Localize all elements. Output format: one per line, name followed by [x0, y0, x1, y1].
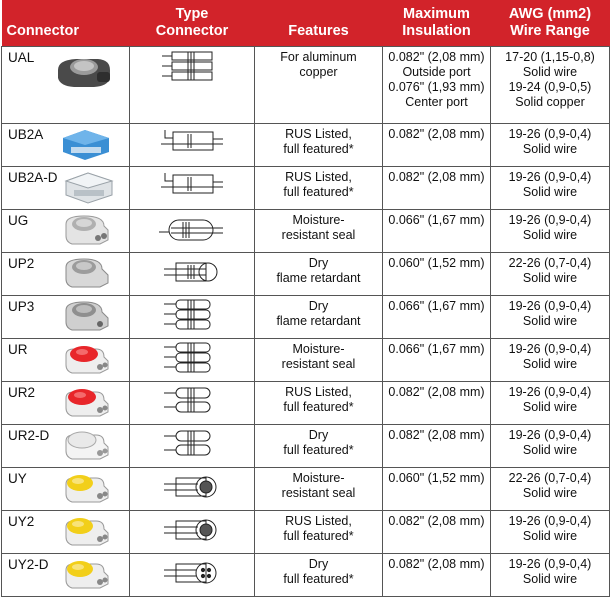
type-cell: [130, 424, 255, 467]
connector-cell: [2, 424, 130, 467]
connector-name: UY2-D: [8, 556, 49, 572]
insulation-cell: 0.082" (2,08 mm): [383, 510, 491, 553]
features-cell: RUS Listed, full featured*: [255, 510, 383, 553]
header-features: Features: [288, 22, 349, 39]
awg-cell: 19-26 (0,9-0,4) Solid wire: [491, 338, 610, 381]
type-cell: [130, 295, 255, 338]
features-cell: Moisture- resistant seal: [255, 467, 383, 510]
table-row: [2, 46, 610, 123]
ub2a-d-connector-photo: [60, 171, 116, 205]
type-cell: [130, 553, 255, 596]
header-max-insulation: Maximum Insulation: [402, 5, 471, 39]
type-cell: [130, 252, 255, 295]
table-row: [2, 209, 610, 252]
table-row: [2, 295, 610, 338]
connector-name: UAL: [8, 49, 35, 65]
connector-cell: [2, 166, 130, 209]
up3-type-diagram: [162, 298, 222, 332]
table-row: [2, 338, 610, 381]
features-cell: Dry full featured*: [255, 424, 383, 467]
insulation-cell: 0.082" (2,08 mm): [383, 123, 491, 166]
table-row: [2, 467, 610, 510]
connector-name: UY2: [8, 513, 35, 529]
ur2-connector-photo: [60, 386, 112, 420]
awg-cell: 19-26 (0,9-0,4) Solid wire: [491, 166, 610, 209]
connector-cell: [2, 252, 130, 295]
up2-connector-photo: [60, 257, 112, 291]
awg-cell: 22-26 (0,7-0,4) Solid wire: [491, 252, 610, 295]
connector-cell: [2, 338, 130, 381]
ub2a-connector-photo: [57, 128, 113, 162]
header-awg: AWG (mm2) Wire Range: [508, 5, 592, 39]
features-cell: Dry full featured*: [255, 553, 383, 596]
ub2a-d-type-diagram: [157, 169, 227, 203]
type-cell: [130, 46, 255, 123]
connector-cell: [2, 123, 130, 166]
connector-cell: [2, 510, 130, 553]
table-row: [2, 123, 610, 166]
awg-cell: 19-26 (0,9-0,4) Solid wire: [491, 424, 610, 467]
features-cell: RUS Listed, full featured*: [255, 381, 383, 424]
table-row: [2, 166, 610, 209]
connector-spec-table: [1, 0, 610, 597]
connector-cell: [2, 381, 130, 424]
connector-cell: [2, 209, 130, 252]
type-cell: [130, 510, 255, 553]
ug-type-diagram: [157, 212, 227, 246]
uy2-d-type-diagram: [162, 556, 222, 590]
uy2-connector-photo: [60, 515, 112, 549]
connector-cell: [2, 553, 130, 596]
header-type-connector: Type Connector: [155, 5, 229, 39]
insulation-cell: 0.082" (2,08 mm): [383, 381, 491, 424]
insulation-cell: 0.066" (1,67 mm): [383, 295, 491, 338]
table-row: [2, 553, 610, 596]
type-cell: [130, 166, 255, 209]
ual-type-diagram: [162, 49, 222, 83]
connector-name: UR2: [8, 384, 36, 400]
features-cell: Dry flame retardant: [255, 252, 383, 295]
connector-cell: [2, 467, 130, 510]
awg-cell: 22-26 (0,7-0,4) Solid wire: [491, 467, 610, 510]
connector-name: UB2A: [8, 126, 44, 142]
insulation-cell: 0.060" (1,52 mm): [383, 467, 491, 510]
up2-type-diagram: [162, 255, 222, 289]
type-cell: [130, 338, 255, 381]
connector-name: UG: [8, 212, 29, 228]
up3-connector-photo: [60, 300, 112, 334]
awg-cell: 19-26 (0,9-0,4) Solid wire: [491, 209, 610, 252]
header-row: [2, 0, 610, 46]
connector-name: UB2A-D: [8, 169, 58, 185]
features-cell: Moisture- resistant seal: [255, 209, 383, 252]
awg-cell: 17-20 (1,15-0,8) Solid wire 19-24 (0,9-0,5) Solid copper: [491, 46, 610, 123]
ur2-type-diagram: [162, 384, 222, 418]
ur2-d-type-diagram: [162, 427, 222, 461]
table-row: [2, 510, 610, 553]
features-cell: Dry flame retardant: [255, 295, 383, 338]
connector-name: UR2-D: [8, 427, 50, 443]
features-cell: For aluminum copper: [255, 46, 383, 123]
insulation-cell: 0.082" (2,08 mm) Outside port 0.076" (1,93 mm) Center port: [383, 46, 491, 123]
insulation-cell: 0.066" (1,67 mm): [383, 209, 491, 252]
insulation-cell: 0.082" (2,08 mm): [383, 424, 491, 467]
type-cell: [130, 467, 255, 510]
connector-name: UY: [8, 470, 27, 486]
connector-name: UP2: [8, 255, 35, 271]
insulation-cell: 0.082" (2,08 mm): [383, 166, 491, 209]
awg-cell: 19-26 (0,9-0,4) Solid wire: [491, 123, 610, 166]
ur-type-diagram: [162, 341, 222, 375]
connector-cell: [2, 46, 130, 123]
ur-connector-photo: [60, 343, 112, 377]
type-cell: [130, 123, 255, 166]
uy2-type-diagram: [162, 513, 222, 547]
table-row: [2, 381, 610, 424]
insulation-cell: 0.060" (1,52 mm): [383, 252, 491, 295]
connector-name: UP3: [8, 298, 35, 314]
ur2-d-connector-photo: [60, 429, 112, 463]
type-cell: [130, 209, 255, 252]
ub2a-type-diagram: [157, 126, 227, 160]
ual-connector-photo: [54, 56, 114, 90]
uy-type-diagram: [162, 470, 222, 504]
table-row: [2, 424, 610, 467]
features-cell: Moisture- resistant seal: [255, 338, 383, 381]
awg-cell: 19-26 (0,9-0,4) Solid wire: [491, 381, 610, 424]
ug-connector-photo: [60, 214, 112, 248]
insulation-cell: 0.082" (2,08 mm): [383, 553, 491, 596]
header-connector: Connector: [6, 22, 79, 39]
connector-name: UR: [8, 341, 28, 357]
awg-cell: 19-26 (0,9-0,4) Solid wire: [491, 510, 610, 553]
type-cell: [130, 381, 255, 424]
table-row: [2, 252, 610, 295]
features-cell: RUS Listed, full featured*: [255, 123, 383, 166]
insulation-cell: 0.066" (1,67 mm): [383, 338, 491, 381]
uy2-d-connector-photo: [60, 558, 112, 592]
awg-cell: 19-26 (0,9-0,4) Solid wire: [491, 295, 610, 338]
awg-cell: 19-26 (0,9-0,4) Solid wire: [491, 553, 610, 596]
features-cell: RUS Listed, full featured*: [255, 166, 383, 209]
uy-connector-photo: [60, 472, 112, 506]
connector-cell: [2, 295, 130, 338]
